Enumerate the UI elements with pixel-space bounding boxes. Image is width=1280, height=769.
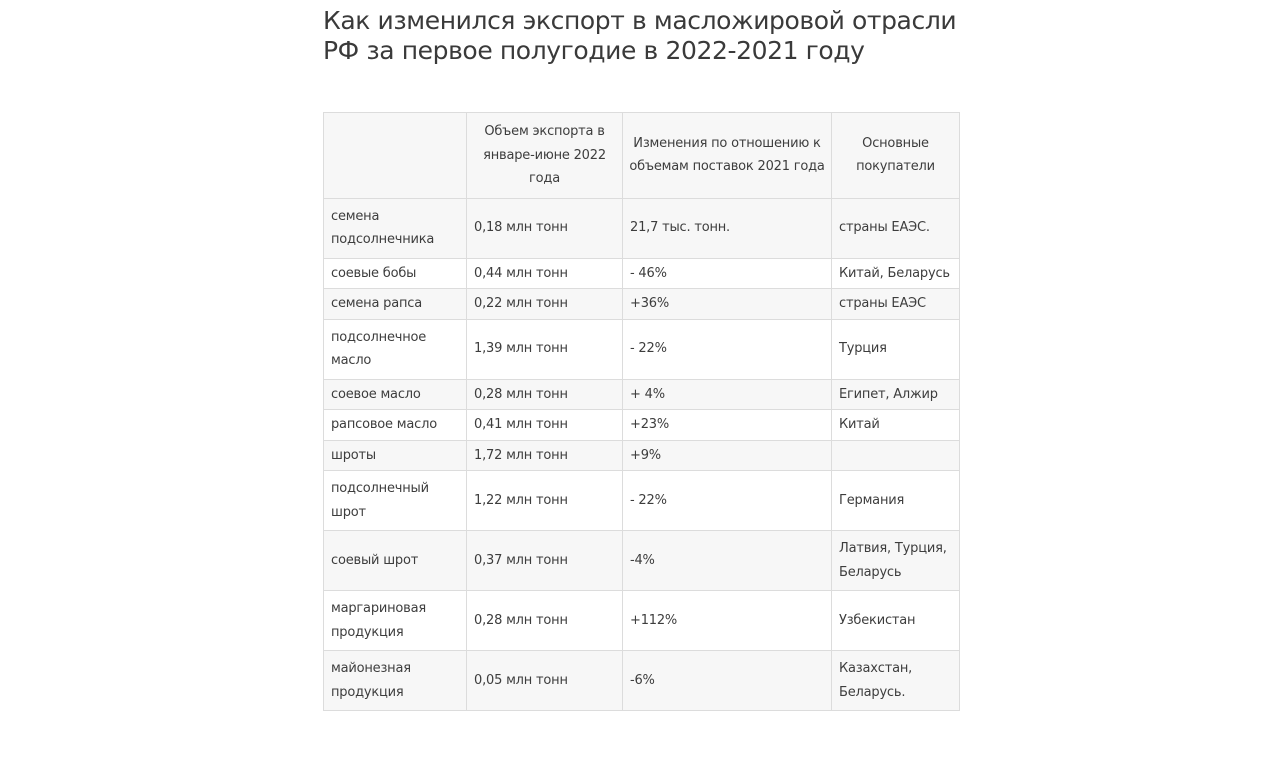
cell-change: -6% [623,651,832,711]
cell-buyers: Казахстан, Беларусь. [832,651,960,711]
cell-buyers: страны ЕАЭС. [832,198,960,258]
cell-buyers: Узбекистан [832,591,960,651]
cell-volume: 1,22 млн тонн [467,471,623,531]
cell-volume: 1,72 млн тонн [467,440,623,471]
cell-volume: 0,05 млн тонн [467,651,623,711]
table-row [324,440,960,471]
cell-buyers: Турция [832,319,960,379]
cell-volume: 0,28 млн тонн [467,379,623,410]
table-header-row [324,113,960,199]
cell-product: соевое масло [324,379,467,410]
cell-volume: 0,18 млн тонн [467,198,623,258]
cell-buyers: страны ЕАЭС [832,289,960,320]
cell-product: маргариновая продукция [324,591,467,651]
cell-change: + 4% [623,379,832,410]
cell-buyers [832,440,960,471]
table-row [324,651,960,711]
cell-product: соевый шрот [324,531,467,591]
cell-buyers: Китай, Беларусь [832,258,960,289]
export-table [323,112,960,711]
cell-buyers: Китай [832,410,960,441]
table-row [324,198,960,258]
cell-change: 21,7 тыс. тонн. [623,198,832,258]
cell-volume: 1,39 млн тонн [467,319,623,379]
header-change: Изменения по отношению к объемам поставок 2021 года [623,113,832,199]
header-product [324,113,467,199]
cell-volume: 0,28 млн тонн [467,591,623,651]
table-row [324,531,960,591]
cell-product: подсолнечное масло [324,319,467,379]
cell-change: +36% [623,289,832,320]
cell-product: семена подсолнечника [324,198,467,258]
cell-volume: 0,44 млн тонн [467,258,623,289]
cell-change: +112% [623,591,832,651]
table-row [324,258,960,289]
cell-change: - 22% [623,319,832,379]
cell-product: семена рапса [324,289,467,320]
cell-product: подсолнечный шрот [324,471,467,531]
cell-change: +23% [623,410,832,441]
cell-change: - 22% [623,471,832,531]
table-row [324,319,960,379]
cell-change: +9% [623,440,832,471]
cell-product: шроты [324,440,467,471]
cell-buyers: Латвия, Турция, Беларусь [832,531,960,591]
cell-change: -4% [623,531,832,591]
cell-buyers: Египет, Алжир [832,379,960,410]
cell-product: соевые бобы [324,258,467,289]
cell-volume: 0,37 млн тонн [467,531,623,591]
cell-product: рапсовое масло [324,410,467,441]
cell-volume: 0,41 млн тонн [467,410,623,441]
table-row [324,379,960,410]
table-row [324,410,960,441]
cell-change: - 46% [623,258,832,289]
cell-volume: 0,22 млн тонн [467,289,623,320]
header-volume: Объем экспорта в январе-июне 2022 года [467,113,623,199]
page-title: Как изменился экспорт в масложировой отрасли РФ за первое полугодие в 2022-2021 году [323,6,957,65]
cell-product: майонезная продукция [324,651,467,711]
header-buyers: Основные покупатели [832,113,960,199]
table-row [324,471,960,531]
cell-buyers: Германия [832,471,960,531]
table-row [324,289,960,320]
table-row [324,591,960,651]
